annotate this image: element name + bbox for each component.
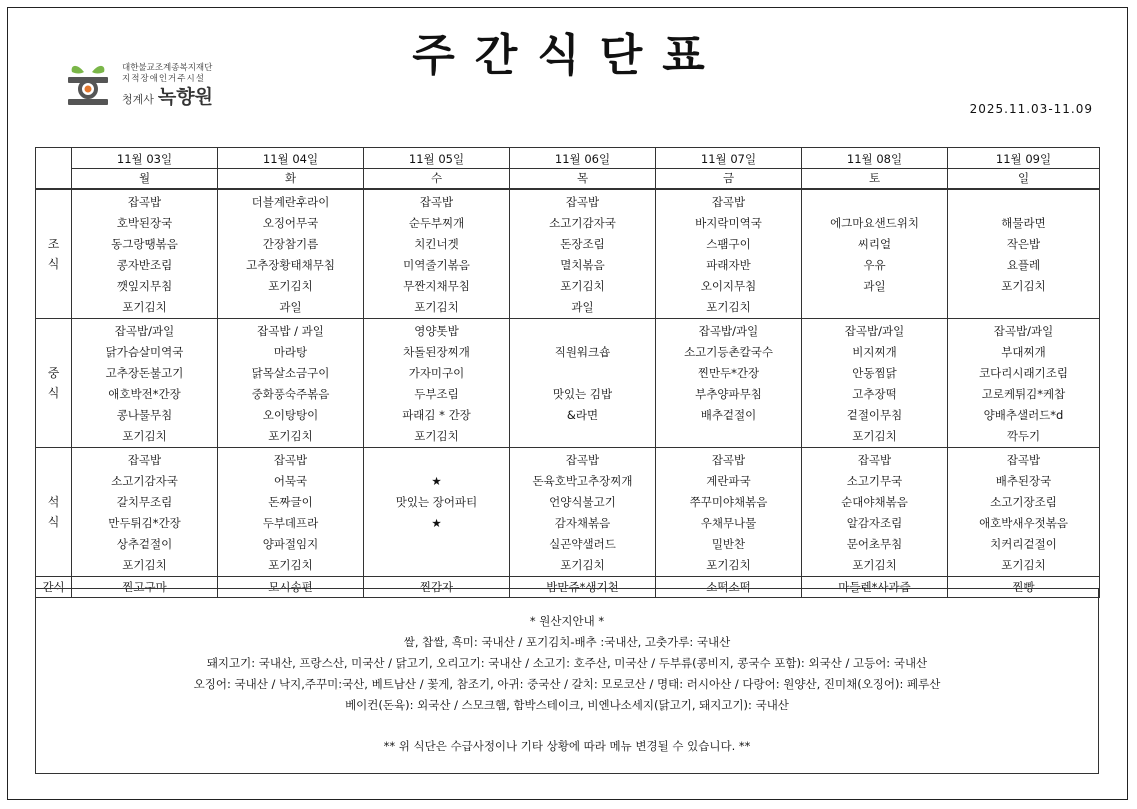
menu-item: 배추된장국 — [995, 474, 1052, 488]
corner-cell — [36, 148, 72, 190]
breakfast-cell — [656, 189, 802, 319]
menu-item: 오징어무국 — [262, 216, 319, 230]
lunch-label — [36, 319, 72, 448]
origin-heading: * 원산지안내 * — [529, 614, 605, 628]
menu-item: 잡곡밥 — [565, 453, 600, 467]
menu-item: 실곤약샐러드 — [549, 537, 616, 551]
dinner-row — [36, 448, 1100, 577]
menu-item: 오이지무침 — [700, 279, 757, 293]
dinner-cell — [218, 448, 364, 577]
menu-item: 깻잎지무침 — [116, 279, 173, 293]
menu-item: 순두부찌개 — [408, 216, 465, 230]
menu-item: 만두튀김*간장 — [108, 516, 181, 530]
logo-name: 녹향원 — [157, 86, 213, 108]
lunch-cell — [72, 319, 218, 448]
menu-item: 감자채볶음 — [554, 516, 611, 530]
origin-line: 오징어: 국내산 / 낙지,주꾸미:국산, 베트남산 / 꽃게, 참조기, 아귀: 중국산 / 갈치: 모로코산 / 명태: 러시아산 / 다랑어: 원양산, 진미채(오징어): 페루산 — [193, 677, 941, 691]
menu-item: 고로케튀김*케찹 — [981, 387, 1066, 401]
weekly-menu-table — [35, 147, 1100, 598]
menu-item: 치커리겉절이 — [990, 537, 1057, 551]
menu-item: 잡곡밥 / 과일 — [257, 324, 324, 338]
lunch-row — [36, 319, 1100, 448]
menu-item: 호박된장국 — [116, 216, 173, 230]
menu-item: 포기김치 — [414, 429, 459, 443]
lunch-cell — [802, 319, 948, 448]
menu-item: 차돌된장찌개 — [403, 345, 470, 359]
menu-item: 마라탕 — [273, 345, 308, 359]
snack-cell: 마들렌*사과즙 — [802, 577, 948, 598]
day-date: 11월 06일 — [554, 151, 611, 166]
menu-item: 돈육호박고추장찌개 — [532, 474, 633, 488]
meal-label-char: 식 — [47, 386, 60, 400]
breakfast-cell — [218, 189, 364, 319]
menu-item: 잡곡밥 — [127, 453, 162, 467]
menu-item: &라면 — [566, 408, 599, 422]
menu-item: 고추장돈불고기 — [105, 366, 184, 380]
menu-item — [948, 192, 1099, 213]
meal-label-char: 식 — [47, 257, 60, 271]
lunch-cell — [656, 319, 802, 448]
menu-item: 갈치무조림 — [116, 495, 173, 509]
dinner-cell — [510, 448, 656, 577]
meal-label-char: 중 — [47, 366, 60, 380]
menu-item: 닭가슴살미역국 — [105, 345, 184, 359]
menu-item: 부추양파무침 — [695, 387, 762, 401]
day-weekday: 금 — [656, 168, 801, 187]
menu-item: 양배추샐러드*d — [983, 408, 1064, 422]
menu-item: 알감자조림 — [846, 516, 903, 530]
menu-item: 양파절임지 — [262, 537, 319, 551]
meal-label-char: 식 — [47, 515, 60, 529]
breakfast-cell — [948, 189, 1100, 319]
menu-item: 잡곡밥 — [273, 453, 308, 467]
menu-item: 파래자반 — [706, 258, 751, 272]
origin-notice — [35, 588, 1099, 774]
menu-item: 포기김치 — [122, 558, 167, 572]
menu-item: 우채무나물 — [700, 516, 757, 530]
menu-item: 포기김치 — [122, 429, 167, 443]
menu-item: 포기김치 — [268, 429, 313, 443]
menu-item: 동그랑땡볶음 — [111, 237, 178, 251]
menu-item: 포기김치 — [852, 558, 897, 572]
menu-item: 포기김치 — [414, 300, 459, 314]
menu-item: 잡곡밥 — [857, 453, 892, 467]
menu-period: 2025.11.03-11.09 — [969, 102, 1093, 116]
menu-item: 계란파국 — [706, 474, 751, 488]
menu-item: 쭈꾸미야채볶음 — [689, 495, 768, 509]
menu-item: 언양식불고기 — [549, 495, 616, 509]
menu-item — [364, 534, 509, 555]
page-title: 주간식단표 — [412, 30, 725, 81]
snack-cell: 모시송편 — [218, 577, 364, 598]
menu-item: 포기김치 — [560, 558, 605, 572]
menu-item: 과일 — [571, 300, 594, 314]
day-weekday: 화 — [218, 168, 363, 187]
day-header — [218, 148, 364, 190]
menu-item: 순대야채볶음 — [841, 495, 908, 509]
snack-cell: 찐빵 — [948, 577, 1100, 598]
menu-item: 잡곡밥 — [1006, 453, 1041, 467]
menu-item — [656, 426, 801, 447]
menu-item: 포기김치 — [1001, 558, 1046, 572]
origin-lines — [36, 611, 1098, 716]
day-header — [802, 148, 948, 190]
menu-item: 포기김치 — [706, 558, 751, 572]
dinner-cell — [948, 448, 1100, 577]
menu-item: 콩자반조림 — [116, 258, 173, 272]
menu-item: 잡곡밥/과일 — [844, 324, 905, 338]
menu-item: 잡곡밥 — [711, 195, 746, 209]
day-weekday: 일 — [948, 168, 1099, 187]
menu-item: 포기김치 — [268, 279, 313, 293]
snack-cell: 찐고구마 — [72, 577, 218, 598]
logo-facility-name — [122, 87, 213, 110]
origin-line: 쌀, 찹쌀, 흑미: 국내산 / 포기김치-배추 :국내산, 고춧가루: 국내산 — [403, 635, 731, 649]
menu-item: 파래김 * 간장 — [402, 408, 471, 422]
menu-item: 애호박새우젓볶음 — [979, 516, 1068, 530]
menu-item: 돈장조림 — [560, 237, 605, 251]
menu-item: 포기김치 — [852, 429, 897, 443]
menu-item: 고추장황태채무침 — [246, 258, 335, 272]
logo-prefix: 청계사 — [122, 93, 154, 106]
day-weekday: 목 — [510, 168, 655, 187]
menu-item: 잡곡밥/과일 — [114, 324, 175, 338]
meal-label-char: 석 — [47, 495, 60, 509]
breakfast-cell — [72, 189, 218, 319]
menu-item — [364, 555, 509, 576]
menu-item: 포기김치 — [122, 300, 167, 314]
menu-item: 배추겉절이 — [700, 408, 757, 422]
menu-item: 직원워크숍 — [554, 345, 611, 359]
menu-item: 잡곡밥 — [127, 195, 162, 209]
menu-item: 요플레 — [1006, 258, 1041, 272]
lunch-cell — [218, 319, 364, 448]
breakfast-row — [36, 189, 1100, 319]
menu-item: 잡곡밥/과일 — [993, 324, 1054, 338]
menu-item: 스팸구이 — [706, 237, 751, 251]
logo-foundation-name: 대한불교조계종복지재단 — [122, 63, 213, 73]
dinner-label — [36, 448, 72, 577]
menu-item: 과일 — [279, 300, 302, 314]
menu-item — [510, 426, 655, 447]
menu-item: 비지찌개 — [852, 345, 897, 359]
snack-label: 간식 — [36, 577, 72, 598]
day-date: 11월 04일 — [262, 151, 319, 166]
menu-item: 잡곡밥 — [565, 195, 600, 209]
menu-item: 맛있는 장어파티 — [395, 495, 478, 509]
day-date: 11월 08일 — [846, 151, 903, 166]
breakfast-cell — [364, 189, 510, 319]
day-header-row — [36, 148, 1100, 190]
day-header — [364, 148, 510, 190]
lunch-cell — [948, 319, 1100, 448]
menu-item: 포기김치 — [560, 279, 605, 293]
snack-cell: 밤만쥬*생기천 — [510, 577, 656, 598]
menu-item: 오이탕탕이 — [262, 408, 319, 422]
menu-change-warning: ** 위 식단은 수급사정이나 기타 상황에 따라 메뉴 변경될 수 있습니다. ** — [383, 739, 751, 753]
menu-item — [364, 450, 509, 471]
menu-item: 해물라면 — [1001, 216, 1046, 230]
dinner-cell — [656, 448, 802, 577]
menu-item: 두부조림 — [414, 387, 459, 401]
menu-item: 소고기감자국 — [111, 474, 178, 488]
menu-item: 무짠지채무침 — [403, 279, 470, 293]
menu-item: 작은밥 — [1006, 237, 1041, 251]
day-date: 11월 05일 — [408, 151, 465, 166]
menu-item: 우유 — [863, 258, 886, 272]
menu-item: 콩나물무침 — [116, 408, 173, 422]
menu-item: 영양톳밥 — [414, 324, 459, 338]
menu-item: 가자미구이 — [408, 366, 465, 380]
menu-item: 포기김치 — [1001, 279, 1046, 293]
menu-item — [802, 192, 947, 213]
menu-item: 멸치볶음 — [560, 258, 605, 272]
snack-cell: 소떡소떡 — [656, 577, 802, 598]
dinner-cell — [802, 448, 948, 577]
menu-item: 소고기장조림 — [990, 495, 1057, 509]
menu-item: 잡곡밥/과일 — [698, 324, 759, 338]
breakfast-cell — [510, 189, 656, 319]
menu-item: 밀반찬 — [711, 537, 746, 551]
menu-item: ★ — [431, 516, 442, 530]
day-date: 11월 03일 — [116, 151, 173, 166]
menu-item: 더블계란후라이 — [251, 195, 330, 209]
menu-item — [510, 363, 655, 384]
menu-item: 어묵국 — [273, 474, 308, 488]
menu-item: 두부데프라 — [262, 516, 319, 530]
menu-item: 문어초무침 — [846, 537, 903, 551]
breakfast-label — [36, 189, 72, 319]
menu-item: 치킨너겟 — [414, 237, 459, 251]
menu-item: 소고기등촌칼국수 — [684, 345, 773, 359]
menu-item: 에그마요샌드위치 — [830, 216, 919, 230]
breakfast-cell — [802, 189, 948, 319]
menu-item: 찐만두*간장 — [697, 366, 760, 380]
menu-item: 중화풍숙주볶음 — [251, 387, 330, 401]
menu-item: 코다리시래기조림 — [979, 366, 1068, 380]
menu-item: 잡곡밥 — [711, 453, 746, 467]
dinner-cell — [364, 448, 510, 577]
menu-item — [510, 321, 655, 342]
menu-item: 돈짜글이 — [268, 495, 313, 509]
menu-item: ★ — [431, 474, 442, 488]
menu-item: 겉절이무침 — [846, 408, 903, 422]
menu-item: 과일 — [863, 279, 886, 293]
menu-item: 포기김치 — [268, 558, 313, 572]
menu-item: 닭목살소금구이 — [251, 366, 330, 380]
lunch-cell — [364, 319, 510, 448]
snack-cell: 찐감자 — [364, 577, 510, 598]
menu-item: 씨리얼 — [857, 237, 892, 251]
menu-item: 고추장떡 — [852, 387, 897, 401]
menu-item: 부대찌개 — [1001, 345, 1046, 359]
menu-item — [948, 297, 1099, 318]
dinner-cell — [72, 448, 218, 577]
menu-item — [802, 297, 947, 318]
menu-item: 포기김치 — [706, 300, 751, 314]
lotus-logo-icon — [62, 58, 114, 110]
menu-item: 깍두기 — [1006, 429, 1041, 443]
origin-line: 베이컨(돈육): 외국산 / 스모크햄, 함박스테이크, 비엔나소세지(닭고기, 돼지고기): 국내산 — [345, 698, 789, 712]
menu-item: 애호박전*간장 — [108, 387, 181, 401]
menu-item: 안동찜닭 — [852, 366, 897, 380]
logo-facility-type: 지적장애인거주시설 — [122, 74, 205, 84]
menu-item: 소고기무국 — [846, 474, 903, 488]
menu-item: 상추겉절이 — [116, 537, 173, 551]
day-header — [72, 148, 218, 190]
day-header — [510, 148, 656, 190]
menu-item: 간장참기름 — [262, 237, 319, 251]
day-date: 11월 09일 — [995, 151, 1052, 166]
day-header — [948, 148, 1100, 190]
origin-line: 돼지고기: 국내산, 프랑스산, 미국산 / 닭고기, 오리고기: 국내산 / 소고기: 호주산, 미국산 / 두부류(콩비지, 콩국수 포함): 외국산 / 고등어: 국내산 — [206, 656, 928, 670]
lunch-cell — [510, 319, 656, 448]
menu-item: 소고기감자국 — [549, 216, 616, 230]
menu-item: 잡곡밥 — [419, 195, 454, 209]
organization-logo — [62, 58, 262, 114]
day-header — [656, 148, 802, 190]
day-weekday: 수 — [364, 168, 509, 187]
day-date: 11월 07일 — [700, 151, 757, 166]
day-weekday: 토 — [802, 168, 947, 187]
day-weekday: 월 — [72, 168, 217, 187]
menu-item: 맛있는 김밥 — [552, 387, 613, 401]
meal-label-char: 조 — [47, 237, 60, 251]
menu-item: 미역줄기볶음 — [403, 258, 470, 272]
menu-item: 바지락미역국 — [695, 216, 762, 230]
